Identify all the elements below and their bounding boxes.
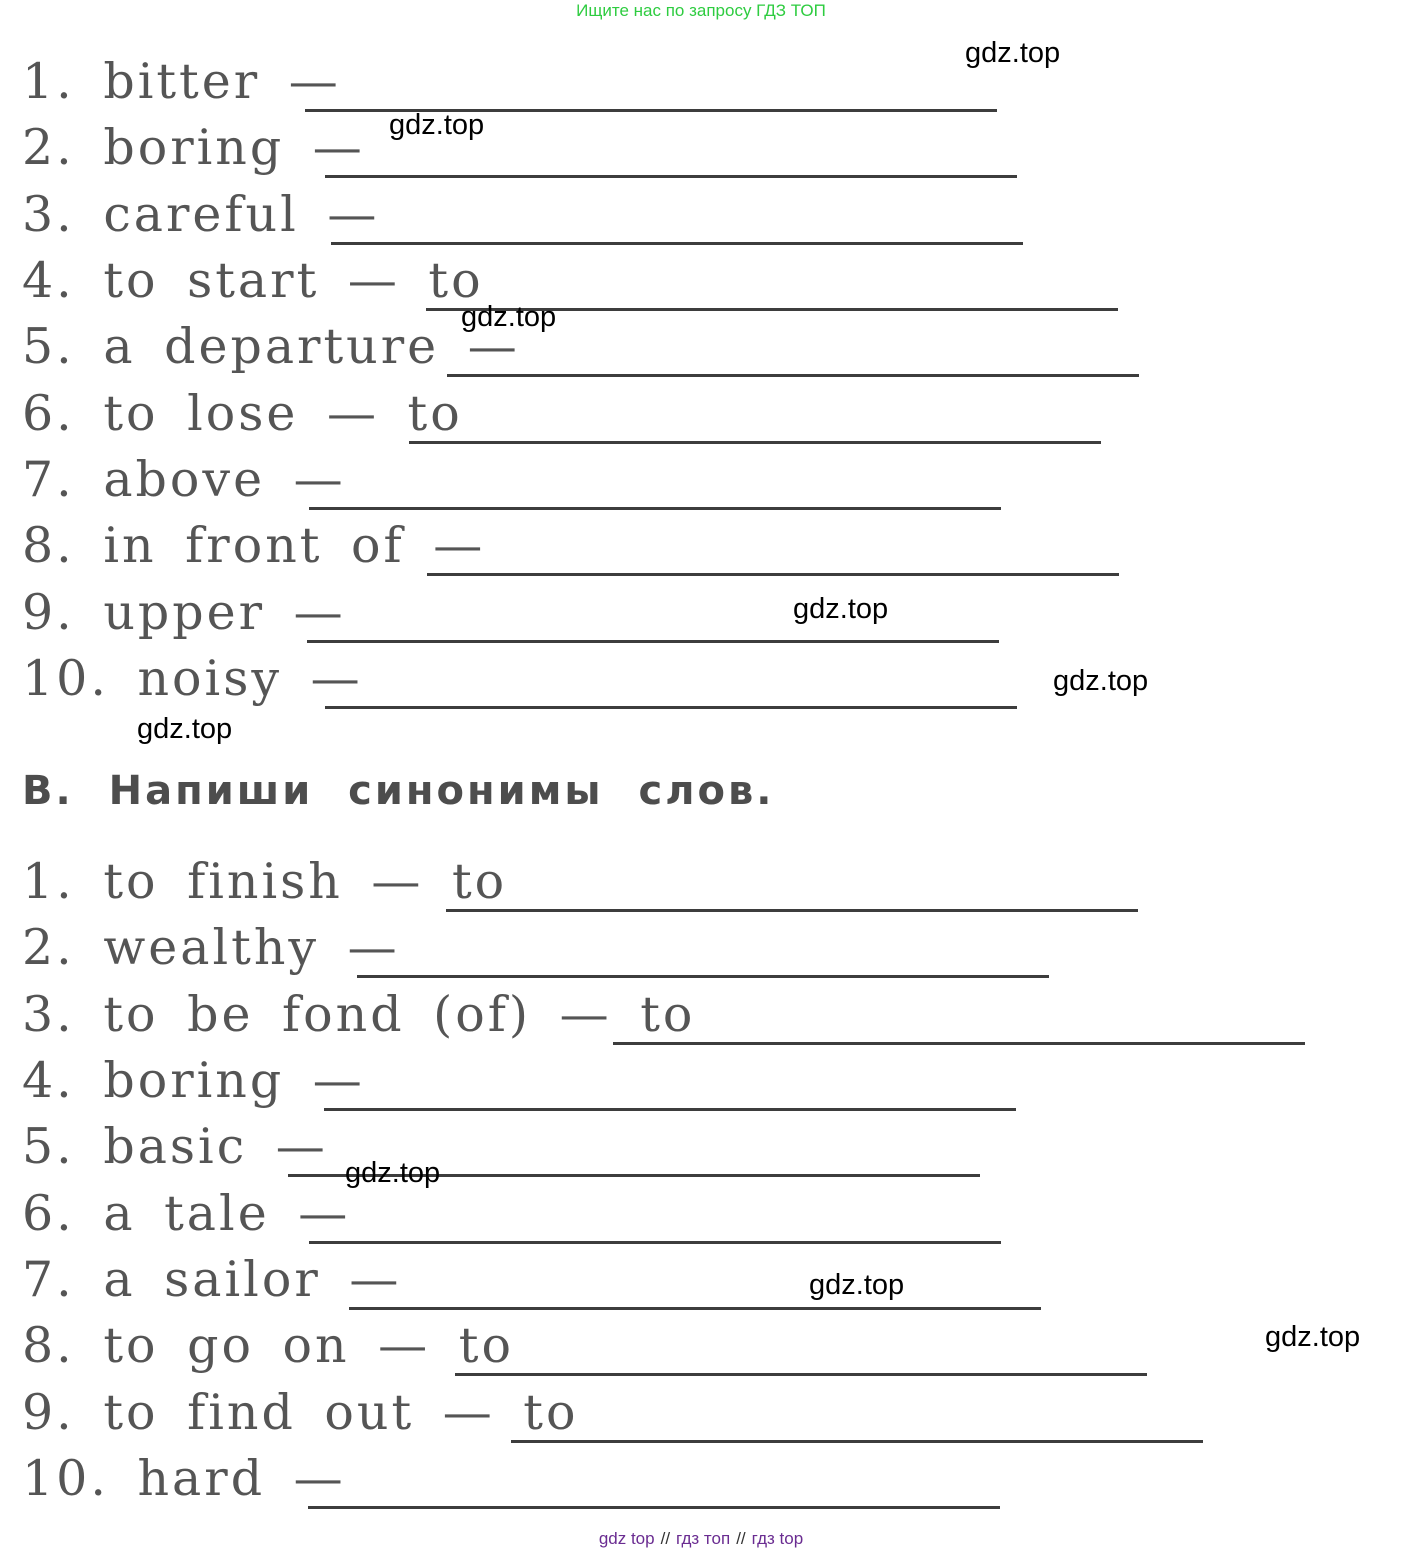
answer-line[interactable]: [309, 1241, 1001, 1244]
answer-line[interactable]: [455, 1373, 1147, 1376]
answer-line[interactable]: [447, 374, 1139, 377]
watermark: gdz.top: [1053, 665, 1149, 697]
footer-separator: //: [660, 1529, 671, 1548]
watermark: gdz.top: [965, 37, 1061, 69]
footer-link-gdz-top[interactable]: gdz top: [598, 1529, 655, 1548]
item-text: 1. to finish — to: [22, 853, 508, 910]
watermark: gdz.top: [137, 713, 233, 745]
watermark: gdz.top: [389, 109, 485, 141]
item-text: 10. noisy —: [22, 650, 363, 707]
item-text: 2. boring —: [22, 119, 365, 176]
answer-line[interactable]: [427, 573, 1119, 576]
watermark: gdz.top: [793, 593, 889, 625]
item-text: 9. to find out — to: [22, 1384, 579, 1441]
answer-line[interactable]: [511, 1440, 1203, 1443]
answer-line[interactable]: [331, 242, 1023, 245]
answer-line[interactable]: [349, 1307, 1041, 1310]
watermark: gdz.top: [809, 1269, 905, 1301]
item-text: 7. above —: [22, 451, 346, 508]
item-text: 8. to go on — to: [22, 1317, 514, 1374]
item-text: 2. wealthy —: [22, 919, 400, 976]
item-text: 5. a departure —: [22, 318, 520, 375]
item-text: 6. a tale —: [22, 1185, 351, 1242]
item-text: 3. careful —: [22, 186, 380, 243]
item-text: 10. hard —: [22, 1450, 346, 1507]
answer-line[interactable]: [309, 507, 1001, 510]
item-text: 1. bitter —: [22, 53, 341, 110]
footer-link-gdz-top-ru[interactable]: гдз топ: [676, 1529, 731, 1548]
item-text: 7. a sailor —: [22, 1251, 402, 1308]
answer-line[interactable]: [613, 1042, 1305, 1045]
watermark: gdz.top: [345, 1157, 441, 1189]
item-text: 6. to lose — to: [22, 385, 463, 442]
top-banner[interactable]: Ищите нас по запросу ГДЗ ТОП: [576, 1, 826, 20]
answer-line[interactable]: [308, 1506, 1000, 1509]
item-text: 4. boring —: [22, 1052, 365, 1109]
answer-line[interactable]: [325, 175, 1017, 178]
answer-line[interactable]: [325, 706, 1017, 709]
item-text: 4. to start — to: [22, 252, 484, 309]
footer-separator: //: [736, 1529, 746, 1548]
answer-line[interactable]: [324, 1108, 1016, 1111]
section-b-heading: В. Напиши синонимы слов.: [22, 768, 775, 814]
footer-links: [0, 1529, 1402, 1549]
answer-line[interactable]: [307, 640, 999, 643]
item-text: 3. to be fond (of) — to: [22, 986, 696, 1043]
answer-line[interactable]: [357, 975, 1049, 978]
item-text: 8. in front of —: [22, 517, 486, 574]
item-text: 9. upper —: [22, 584, 346, 641]
footer-link-gdz-top-mixed[interactable]: гдз top: [751, 1529, 804, 1548]
watermark: gdz.top: [461, 301, 557, 333]
item-text: 5. basic —: [22, 1118, 328, 1175]
answer-line[interactable]: [446, 909, 1138, 912]
watermark: gdz.top: [1265, 1321, 1361, 1353]
answer-line[interactable]: [409, 441, 1101, 444]
